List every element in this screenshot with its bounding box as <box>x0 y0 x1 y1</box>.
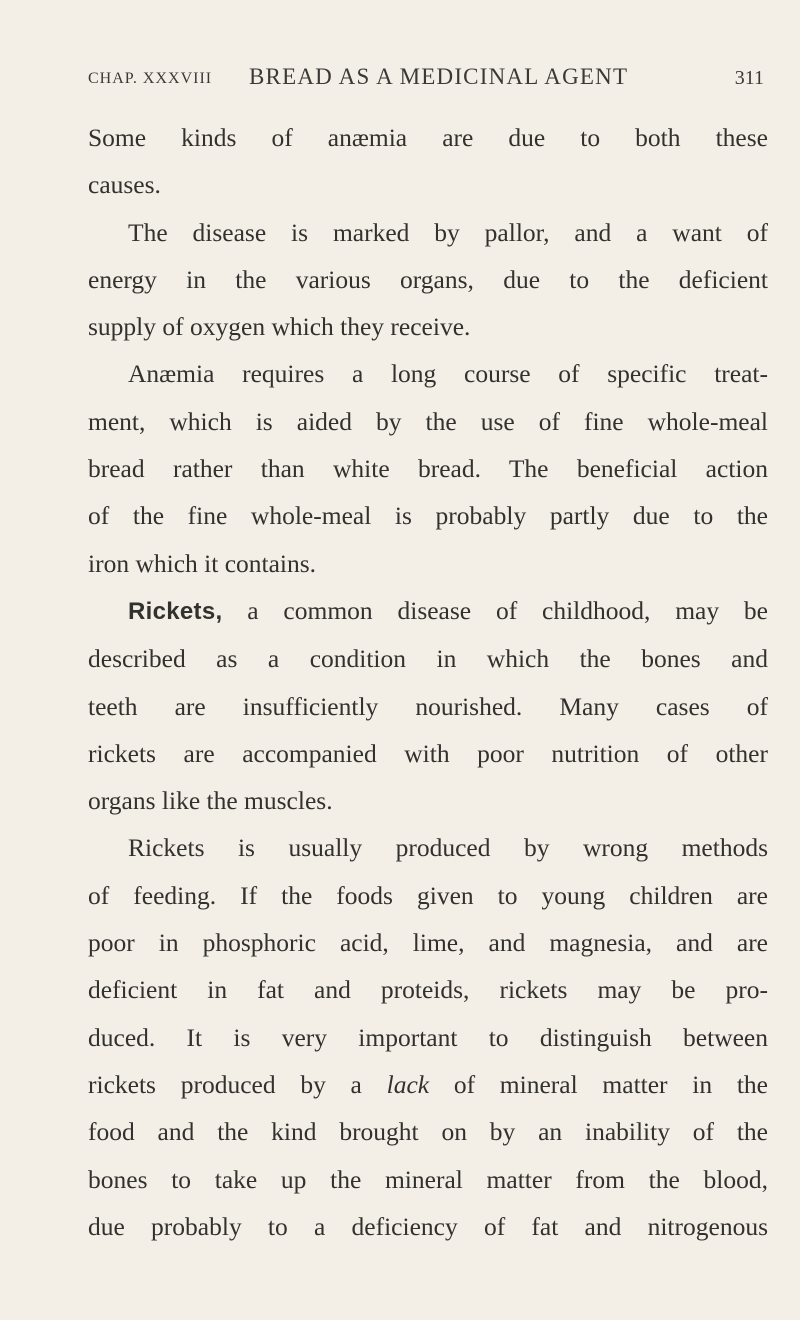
page-number: 311 <box>734 67 764 89</box>
text-line: causes. <box>88 170 161 200</box>
text-line: teeth are insufficiently nourished. Many cases of <box>88 691 768 721</box>
text-line: of feeding. If the foods given to young children are <box>88 880 768 910</box>
text-line: bread rather than white bread. The beneficial action <box>88 454 768 484</box>
text-line <box>88 587 768 635</box>
text-line: Rickets is usually produced by wrong methods <box>128 833 768 863</box>
text-line: organs like the muscles. <box>88 786 333 816</box>
text-line: rickets are accompanied with poor nutrition of other <box>88 738 768 768</box>
paragraph-rickets <box>88 587 768 824</box>
emphasis-word: lack <box>386 1069 430 1099</box>
text-line: of the fine whole-meal is probably partly due to the <box>88 501 768 531</box>
text-line <box>88 1061 768 1108</box>
text-fragment: rickets produced by a <box>88 1069 387 1099</box>
body-text <box>88 114 768 1250</box>
text-line: duced. It is very important to distinguish between <box>88 1022 768 1052</box>
text-fragment: of mineral matter in the <box>429 1069 769 1099</box>
section-head-word: Rickets, <box>128 597 223 625</box>
text-line: iron which it contains. <box>88 548 317 578</box>
text-line: deficient in fat and proteids, rickets may be pro- <box>88 975 768 1005</box>
text-line: due probably to a deficiency of fat and nitrogenous <box>88 1211 768 1241</box>
text-fragment: a common disease of childhood, may be <box>222 595 768 625</box>
text-line: Anæmia requires a long course of specific treat- <box>128 359 768 389</box>
text-line: described as a condition in which the bones and <box>88 644 768 674</box>
text-line: food and the kind brought on by an inability of the <box>88 1117 768 1147</box>
paragraph-1 <box>88 114 768 209</box>
text-line: poor in phosphoric acid, lime, and magnesia, and are <box>88 928 768 958</box>
paragraph-5 <box>88 824 768 1250</box>
chapter-title: BREAD AS A MEDICINAL AGENT <box>249 64 629 89</box>
text-line: supply of oxygen which they receive. <box>88 312 471 342</box>
text-line: The disease is marked by pallor, and a want of <box>128 217 768 247</box>
paragraph-3 <box>88 350 768 586</box>
chapter-label: CHAP. XXXVIII <box>88 70 213 87</box>
paragraph-2 <box>88 209 768 351</box>
running-head <box>88 64 768 96</box>
text-line: energy in the various organs, due to the deficient <box>88 264 768 294</box>
text-line: bones to take up the mineral matter from the blood, <box>88 1164 768 1194</box>
text-line: Some kinds of anæmia are due to both these <box>88 123 768 152</box>
text-line: ment, which is aided by the use of fine whole-meal <box>88 406 768 436</box>
